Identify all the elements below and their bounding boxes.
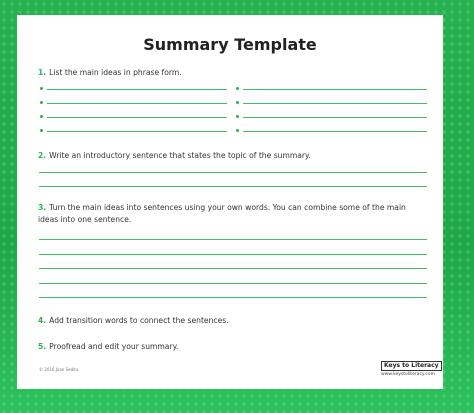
step-number: 4. [38, 316, 47, 325]
worksheet [17, 15, 443, 389]
answer-line[interactable] [243, 89, 427, 90]
step-1 [38, 67, 429, 79]
page-title: Summary Template [143, 35, 317, 54]
answer-line[interactable] [39, 239, 427, 240]
answer-line[interactable] [39, 254, 427, 255]
step-text: Proofread and edit your summary. [49, 342, 179, 351]
answer-line[interactable] [47, 117, 227, 118]
bullet-icon [236, 129, 239, 132]
answer-line[interactable] [47, 131, 227, 132]
step-3 [38, 202, 408, 226]
step-text: Turn the main ideas into sentences using your own words. You can combine some of the main ideas into one sentence. [38, 203, 406, 224]
bullet-icon [236, 87, 239, 90]
answer-line[interactable] [47, 89, 227, 90]
answer-line[interactable] [39, 172, 427, 173]
step-number: 2. [38, 151, 47, 160]
answer-line[interactable] [47, 103, 227, 104]
brand-url: www.keystoliteracy.com [381, 372, 435, 377]
step-4 [38, 315, 429, 327]
step-2 [38, 150, 429, 162]
answer-line[interactable] [39, 297, 427, 298]
answer-line[interactable] [39, 268, 427, 269]
bullet-icon [40, 87, 43, 90]
bullet-icon [40, 115, 43, 118]
brand-logo: Keys to Literacy [381, 361, 442, 371]
step-text: Write an introductory sentence that states the topic of the summary. [49, 151, 311, 160]
bullet-icon [236, 115, 239, 118]
step-number: 5. [38, 342, 47, 351]
step-number: 1. [38, 68, 47, 77]
step-text: List the main ideas in phrase form. [49, 68, 182, 77]
copyright-text: © 2016 Joan Sedita [39, 367, 79, 372]
bullet-icon [236, 101, 239, 104]
step-number: 3. [38, 203, 47, 212]
bullet-icon [40, 101, 43, 104]
answer-line[interactable] [243, 103, 427, 104]
answer-line[interactable] [39, 283, 427, 284]
answer-line[interactable] [243, 131, 427, 132]
step-text: Add transition words to connect the sentences. [49, 316, 229, 325]
step-5 [38, 341, 429, 353]
answer-line[interactable] [39, 186, 427, 187]
bullet-icon [40, 129, 43, 132]
answer-line[interactable] [243, 117, 427, 118]
